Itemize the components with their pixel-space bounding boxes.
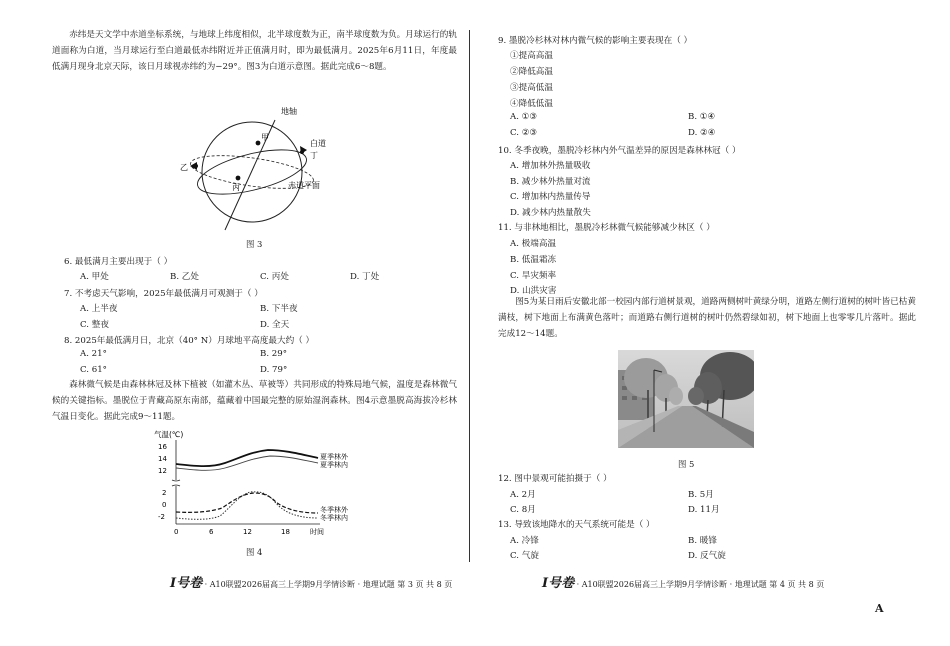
footer-logo: I号卷 — [542, 576, 575, 591]
q9-option-a: A. ①③ — [510, 112, 538, 122]
q12-option-b: B. 5月 — [688, 490, 714, 500]
series-summer-outside — [176, 450, 318, 466]
q8-option-d: D. 79° — [260, 365, 288, 375]
series-winter-outside — [176, 492, 318, 519]
figure-5-caption: 图 5 — [678, 459, 695, 469]
ytick-0: 0 — [162, 501, 167, 509]
xtick-6: 6 — [209, 528, 214, 536]
intro-6-8: 赤纬是天文学中赤道坐标系统，与地球上纬度相似，北半球度数为正，南半球度数为负。月球运行的轨道面称为白道，当月球运行至白道最低赤纬附近并正值满月时，即为最低满月。2025年6月11日，年度最低满月现身北京天际，该日月球视赤纬约为−29°。图3为白道示意图。据此完成6～8题。 — [52, 30, 457, 72]
question-8-stem: 8. 2025年最低满月日，北京（40° N）月球地平高度最大约（ ） — [64, 336, 315, 346]
q9-option-b: B. ①④ — [688, 112, 716, 122]
q6-option-c: C. 丙处 — [260, 272, 289, 282]
question-11-stem: 11. 与非林地相比，墨脱冷杉林微气候能够减少林区（ ） — [498, 223, 715, 233]
figure-5-photo — [618, 350, 754, 448]
question-9-stem: 9. 墨脱冷杉林对林内微气候的影响主要表现在（ ） — [498, 36, 693, 46]
q9-option-c: C. ②③ — [510, 128, 538, 138]
question-13-stem: 13. 导致该地降水的天气系统可能是（ ） — [498, 520, 655, 530]
question-6-stem: 6. 最低满月主要出现于（ ） — [64, 257, 173, 267]
figure-3-caption: 图 3 — [246, 239, 263, 249]
legend-summer-inside: 夏季林内 — [320, 461, 348, 469]
figure-4-caption: 图 4 — [246, 547, 263, 557]
q13-option-b: B. 暖锋 — [688, 536, 717, 546]
q10-option-b: B. 减少林外热量对流 — [510, 177, 591, 187]
ytick-16: 16 — [158, 443, 167, 451]
label-axis: 地轴 — [281, 107, 297, 116]
question-7-stem: 7. 不考虑天气影响，2025年最低满月可观测于（ ） — [64, 289, 263, 299]
white-path-ellipse — [193, 141, 310, 203]
figure-4-chart — [150, 428, 370, 538]
q10-option-a: A. 增加林外热量吸收 — [510, 161, 591, 171]
q13-option-d: D. 反气旋 — [688, 551, 726, 561]
point-jia — [256, 141, 261, 146]
q9-item-1: ①提高高温 — [510, 51, 553, 61]
q12-option-a: A. 2月 — [510, 490, 536, 500]
q9-item-3: ③提高低温 — [510, 83, 553, 93]
q9-option-d: D. ②④ — [688, 128, 716, 138]
label-white-path: 白道 — [310, 139, 326, 148]
q12-option-d: D. 11月 — [688, 505, 720, 515]
footer-text: · A10联盟2026届高三上学期9月学情诊断 · 地理试题 第 3 页 共 8 页 — [204, 580, 453, 589]
q11-option-b: B. 低温霜冻 — [510, 255, 557, 265]
q7-option-a: A. 上半夜 — [80, 304, 118, 314]
q13-option-a: A. 冷锋 — [510, 536, 539, 546]
left-page — [0, 0, 470, 646]
fig4-ylabel: 气温(℃) — [154, 430, 184, 439]
xtick-12: 12 — [243, 528, 252, 536]
intro-9-11: 森林微气候是由森林林冠及林下植被（如灌木丛、草被等）共同形成的特殊局地气候，温度是森林微气候的关键指标。墨脱位于青藏高原东南部，蕴藏着中国最完整的原始湿润森林。图4示意墨脱高海拔冷杉林气温日变化。据此完成9～11题。 — [52, 380, 457, 422]
q7-option-c: C. 整夜 — [80, 320, 109, 330]
q8-option-a: A. 21° — [80, 349, 107, 359]
q10-option-d: D. 减少林内热量散失 — [510, 208, 591, 218]
paper-version-mark: A — [875, 602, 884, 615]
q8-option-b: B. 29° — [260, 349, 288, 359]
ytick-14: 14 — [158, 455, 167, 463]
figure-3-diagram — [170, 100, 330, 235]
left-footer — [170, 572, 452, 591]
question-12-stem: 12. 图中景观可能拍摄于（ ） — [498, 474, 612, 484]
fig4-xlabel: 时间 — [310, 528, 324, 536]
legend-winter-inside: 冬季林内 — [320, 514, 348, 522]
point-bing — [236, 176, 241, 181]
q7-option-d: D. 全天 — [260, 320, 290, 330]
label-equator-plane: 赤道平面 — [288, 181, 320, 190]
q6-option-a: A. 甲处 — [80, 272, 109, 282]
xtick-18: 18 — [281, 528, 290, 536]
q9-item-2: ②降低高温 — [510, 67, 553, 77]
q11-option-c: C. 旱灾频率 — [510, 271, 557, 281]
ytick-12: 12 — [158, 467, 167, 475]
label-jia: 甲 — [261, 133, 269, 142]
footer-logo: I号卷 — [170, 576, 203, 591]
q12-option-c: C. 8月 — [510, 505, 536, 515]
q7-option-b: B. 下半夜 — [260, 304, 298, 314]
label-ding: 丁 — [310, 151, 318, 160]
intro-12-14: 图5为某日雨后安徽北部一校园内部行道树景观，道路两侧树叶黄绿分明，道路左侧行道树的树叶皆已枯黄满枝，树下地面上布满黄色落叶；而道路右侧行道树的树叶仍然碧绿如初，树下地面上也零零几片落叶。据此完成12～14题。 — [498, 297, 916, 339]
label-yi: 乙 — [180, 163, 188, 172]
q8-option-c: C. 61° — [80, 365, 107, 375]
footer-text: · A10联盟2026届高三上学期9月学情诊断 · 地理试题 第 4 页 共 8 页 — [576, 580, 825, 589]
q13-option-c: C. 气旋 — [510, 551, 539, 561]
legend-summer-outside: 夏季林外 — [320, 453, 348, 461]
legend-winter-outside: 冬季林外 — [320, 506, 348, 514]
q9-item-4: ④降低低温 — [510, 99, 553, 109]
xtick-0: 0 — [174, 528, 179, 536]
question-10-stem: 10. 冬季夜晚，墨脱冷杉林内外气温差异的原因是森林林冠（ ） — [498, 146, 741, 156]
q11-option-a: A. 极端高温 — [510, 239, 557, 249]
q11-option-d: D. 山洪灾害 — [510, 286, 557, 296]
q10-option-c: C. 增加林内热量传导 — [510, 192, 591, 202]
label-bing: 丙 — [232, 183, 240, 192]
series-summer-inside — [176, 456, 318, 470]
ytick-2: 2 — [162, 489, 167, 497]
q6-option-b: B. 乙处 — [170, 272, 199, 282]
celestial-sphere — [202, 122, 302, 222]
right-footer — [542, 572, 824, 591]
ytick-neg2: -2 — [158, 513, 165, 521]
series-winter-inside — [176, 493, 318, 513]
q6-option-d: D. 丁处 — [350, 272, 380, 282]
